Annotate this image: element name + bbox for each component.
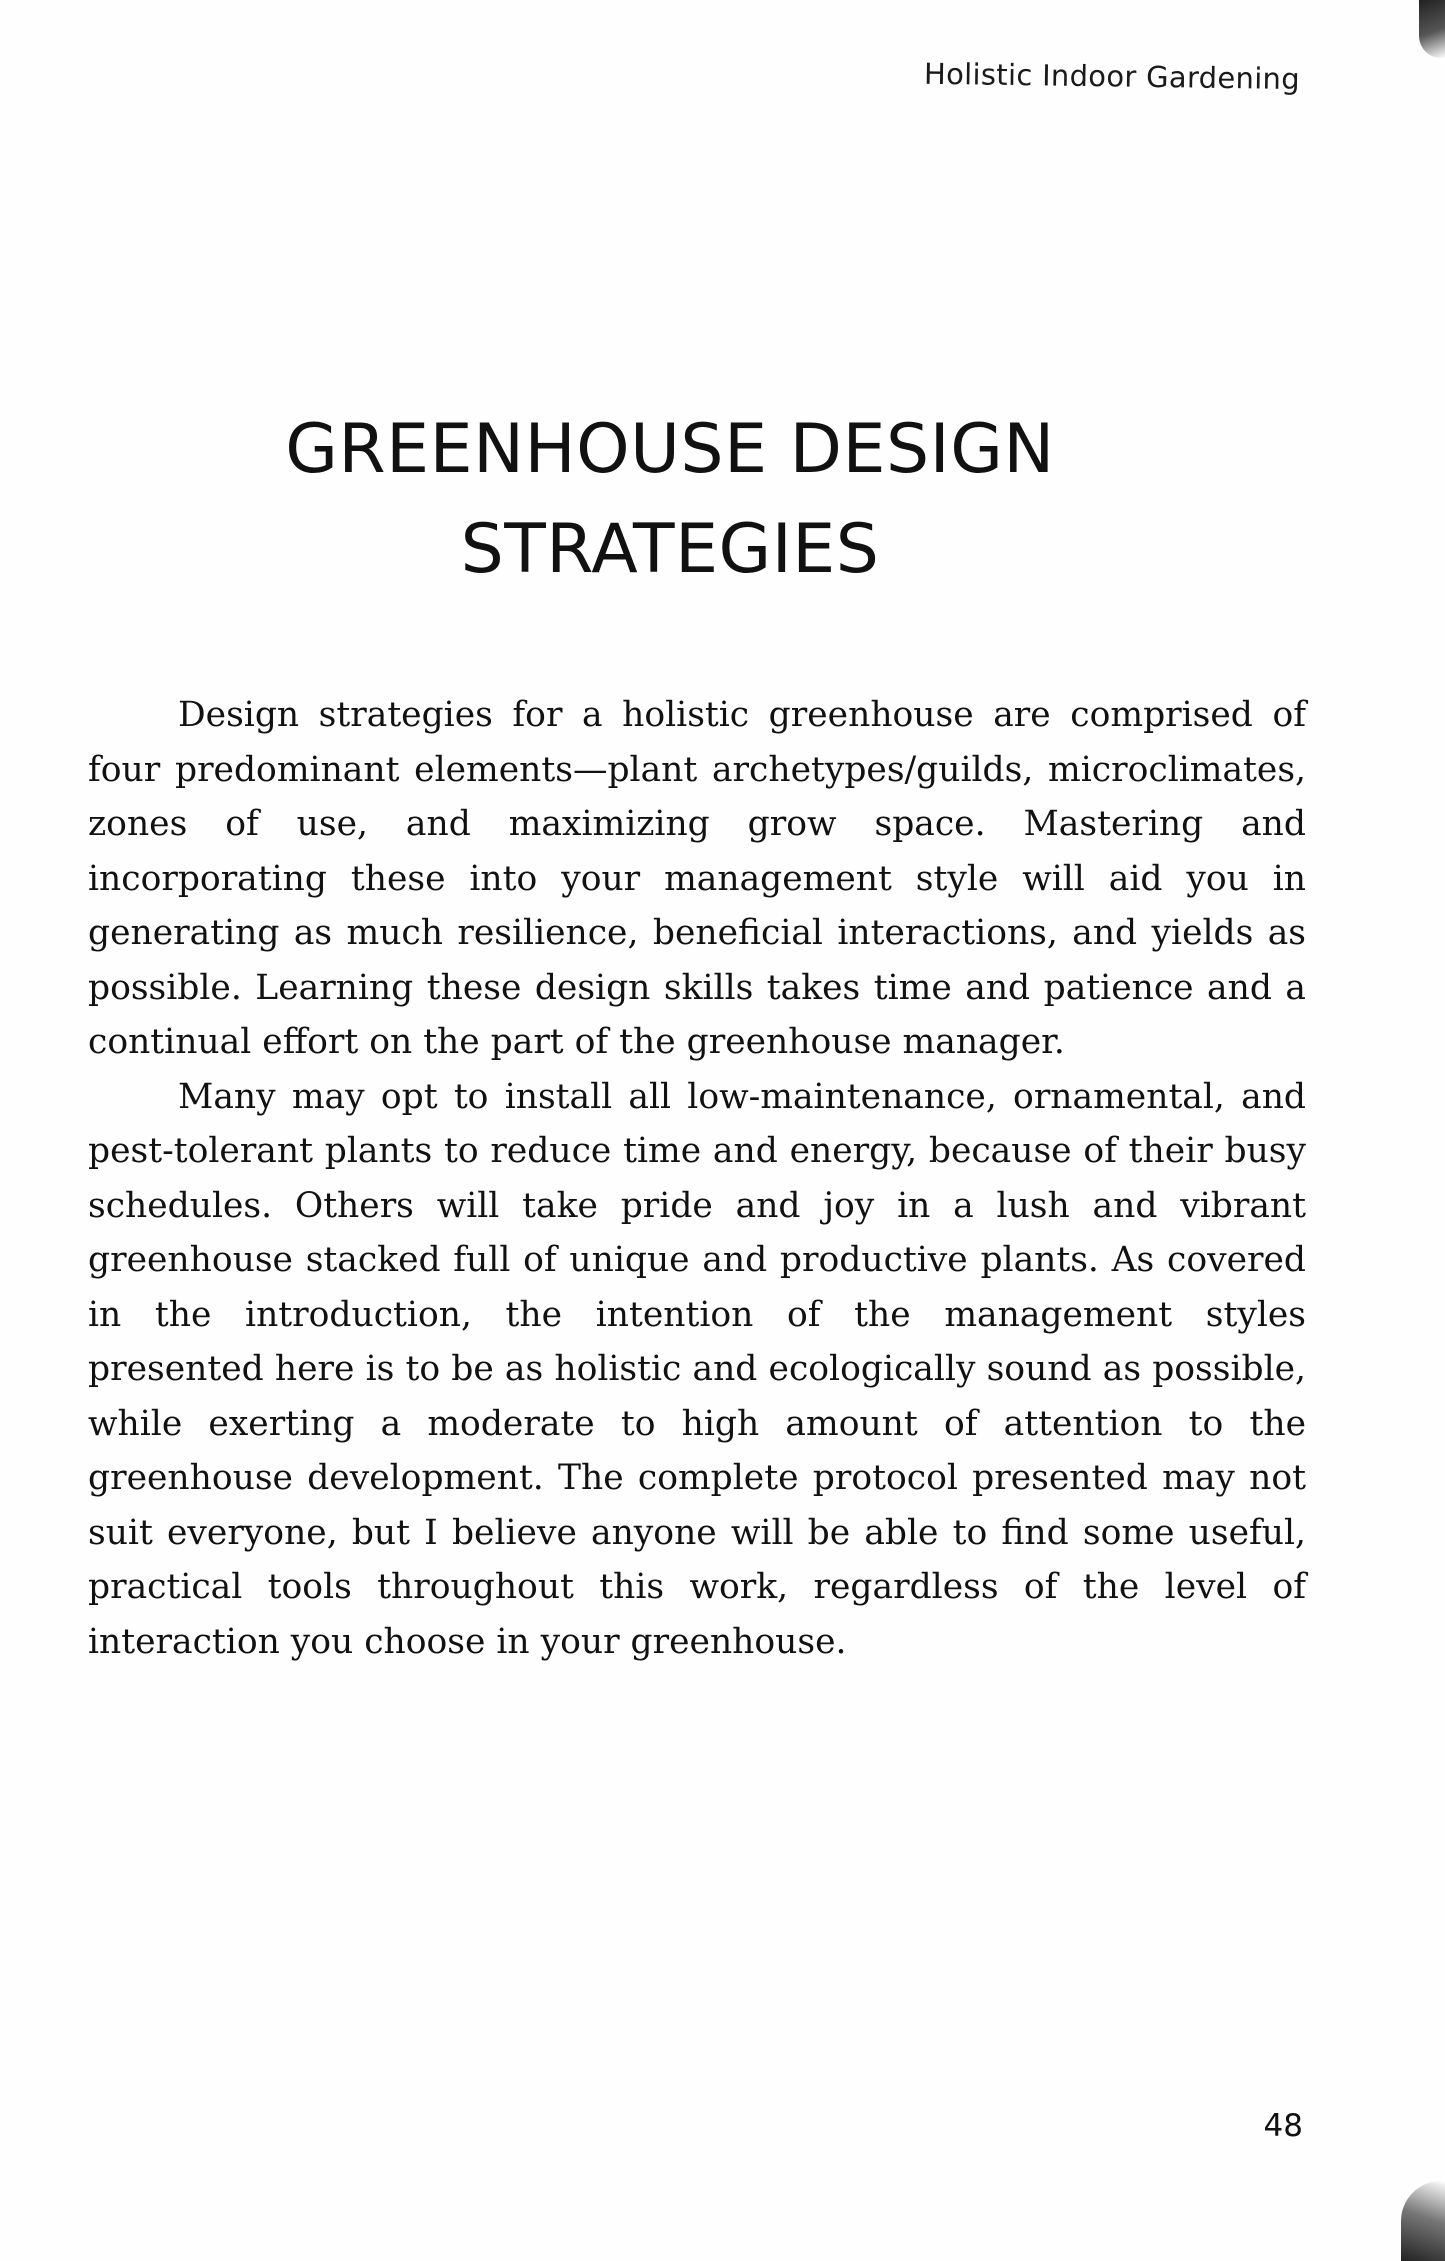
page-number: 48 [1263,2108,1303,2144]
chapter-title-line-2: STRATEGIES [460,510,880,589]
body-text [88,688,1306,1669]
scan-edge-shadow-top [1419,0,1445,58]
chapter-title [0,400,1340,600]
paragraph-1: Design strategies for a holistic greenhouse are comprised of four predominant elements—plant archetypes/guilds, microclimates, zones of use, and maximizing grow space. Mastering and incorporating these into your management style will aid you in generating as much resilience, beneficial interactions, and yields as possible. Learning these design skills takes time and patience and a continual effort on the part of the greenhouse manager. [88,695,1306,1062]
paragraph-2: Many may opt to install all low-maintenance, ornamental, and pest-tolerant plants to reduce time and energy, because of their busy schedules. Others will take pride and joy in a lush and vibrant greenhouse stacked full of unique and productive plants. As covered in the introduction, the intention of the management styles presented here is to be as holistic and ecologically sound as possible, while exerting a moderate to high amount of attention to the greenhouse development. The complete protocol presented may not suit everyone, but I believe anyone will be able to find some useful, practical tools throughout this work, regardless of the level of interaction you choose in your greenhouse. [88,1076,1306,1662]
running-header: Holistic Indoor Gardening [923,56,1301,96]
chapter-title-line-1: GREENHOUSE DESIGN [285,410,1055,489]
scan-edge-shadow-bottom [1401,2181,1445,2261]
